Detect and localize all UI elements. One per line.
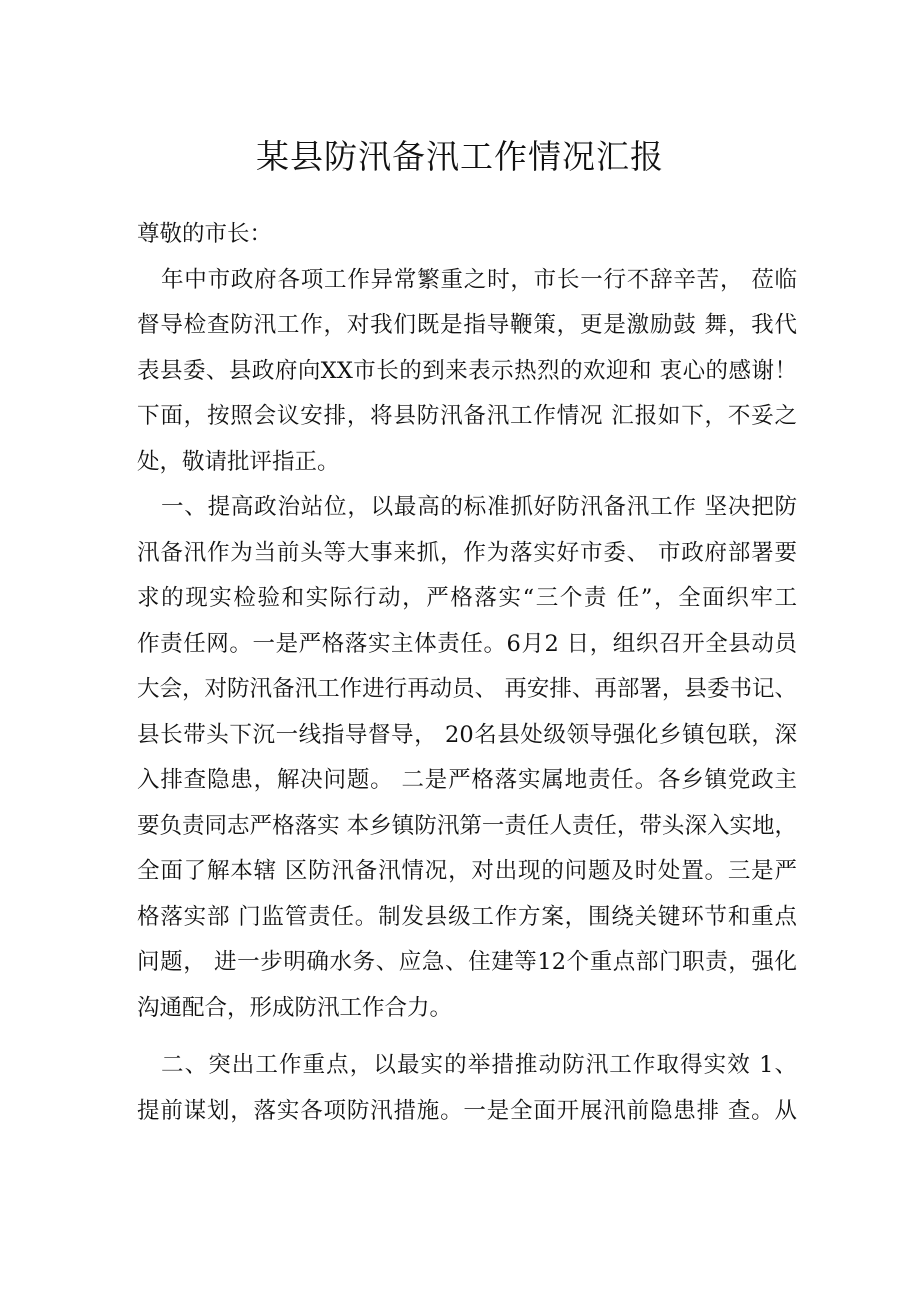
- paragraph-line: 督导检查防汛工作，对我们既是指导鞭策，更是激励鼓 舞，我代: [137, 312, 797, 338]
- paragraph-intro: [137, 258, 797, 486]
- paragraph-line: 表县委、县政府向XX市长的到来表示热烈的欢迎和 衷心的感谢！: [137, 357, 797, 384]
- paragraph-spacer: [137, 1031, 797, 1043]
- paragraph-line: 处，敬请批评指正。: [137, 448, 340, 475]
- page-title: 某县防汛备汛工作情况汇报: [256, 137, 664, 176]
- paragraph-line: 格落实部 门监管责任。制发县级工作方案，围绕关键环节和重点: [137, 903, 797, 930]
- paragraph-section-two: [137, 1043, 797, 1134]
- paragraph-line: 下面，按照会议安排，将县防汛备汛工作情况 汇报如下，不妥之: [137, 403, 797, 429]
- salutation: 尊敬的市长：: [137, 221, 273, 247]
- paragraph-line: 沟通配合，形成防汛工作合力。: [137, 994, 453, 1021]
- paragraph-line: 年中市政府各项工作异常繁重之时，市长一行不辞辛苦， 莅临: [161, 266, 797, 293]
- paragraph-line: 求的现实检验和实际行动，严格落实“三个责 任”，全面织牢工: [137, 585, 797, 611]
- paragraph-line: 县长带头下沉一线指导督导， 20名县处级领导强化乡镇包联，深: [137, 721, 797, 748]
- paragraph-line: 二、突出工作重点，以最实的举措推动防汛工作取得实效 1、: [161, 1052, 797, 1078]
- paragraph-line: 要负责同志严格落实 本乡镇防汛第一责任人责任，带头深入实地，: [137, 812, 797, 839]
- paragraph-line: 一、提高政治站位，以最高的标准抓好防汛备汛工作 坚决把防: [161, 494, 797, 520]
- paragraph-line: 大会，对防汛备汛工作进行再动员、 再安排、再部署，县委书记、: [137, 676, 797, 702]
- paragraph-line: 汛备汛作为当前头等大事来抓，作为落实好市委、 市政府部署要: [137, 539, 797, 566]
- paragraph-line: 全面了解本辖 区防汛备汛情况，对出现的问题及时处置。三是严: [137, 858, 797, 884]
- paragraph-section-one: [137, 485, 797, 1031]
- paragraph-line: 入排查隐患，解决问题。 二是严格落实属地责任。各乡镇党政主: [137, 767, 797, 793]
- document-body: [137, 212, 797, 1134]
- paragraph-line: 问题， 进一步明确水务、应急、住建等12个重点部门职责，强化: [137, 949, 797, 975]
- paragraph-line: 作责任网。一是严格落实主体责任。6月2 日，组织召开全县动员: [137, 630, 797, 657]
- paragraph-line: 提前谋划，落实各项防汛措施。一是全面开展汛前隐患排 查。从: [137, 1097, 797, 1124]
